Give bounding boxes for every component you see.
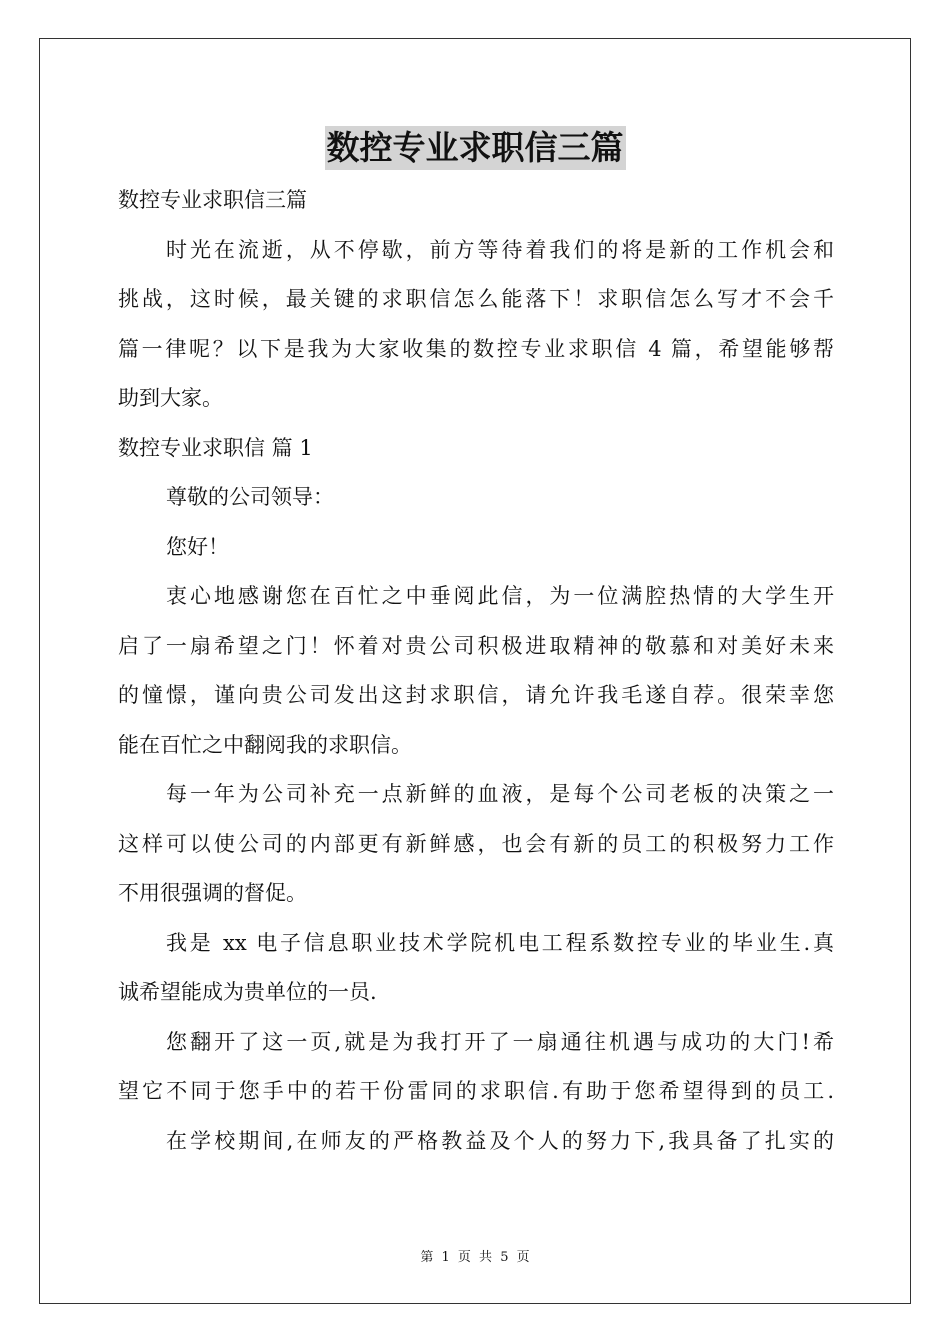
page-footer: 第 1 页 共 5 页 <box>420 1250 530 1265</box>
text-line: 您好！ <box>166 534 229 559</box>
text-line: 望它不同于您手中的若干份雷同的求职信.有助于您希望得到的员工. <box>118 1079 834 1103</box>
document-title: 数控专业求职信三篇 <box>325 126 626 170</box>
text-line: 启了一扇希望之门！怀着对贵公司积极进取精神的敬慕和对美好未来 <box>118 633 834 658</box>
text-line: 篇一律呢？以下是我为大家收集的数控专业求职信 4 篇，希望能够帮 <box>118 336 834 361</box>
text-line: 尊敬的公司领导： <box>166 485 334 509</box>
text-line: 衷心地感谢您在百忙之中垂阅此信，为一位满腔热情的大学生开 <box>166 584 834 608</box>
text-line: 在学校期间,在师友的严格教益及个人的努力下,我具备了扎实的 <box>166 1128 834 1153</box>
text-line: 时光在流逝，从不停歇，前方等待着我们的将是新的工作机会和 <box>166 237 834 262</box>
text-line: 您翻开了这一页,就是为我打开了一扇通往机遇与成功的大门!希 <box>166 1029 834 1054</box>
text-line: 能在百忙之中翻阅我的求职信。 <box>118 732 412 757</box>
text-line: 不用很强调的督促。 <box>118 881 307 905</box>
text-line: 诚希望能成为贵单位的一员. <box>118 980 377 1004</box>
text-line: 挑战，这时候，最关键的求职信怎么能落下！求职信怎么写才不会千 <box>118 287 834 311</box>
text-line: 数控专业求职信 篇 1 <box>118 435 313 460</box>
text-line: 数控专业求职信三篇 <box>118 188 307 212</box>
text-line: 每一年为公司补充一点新鲜的血液，是每个公司老板的决策之一 <box>166 782 834 806</box>
text-line: 这样可以使公司的内部更有新鲜感，也会有新的员工的积极努力工作 <box>118 831 834 856</box>
document-body <box>118 176 834 1166</box>
title-container <box>0 126 950 170</box>
text-line: 助到大家。 <box>118 386 223 410</box>
text-line: 我是 xx 电子信息职业技术学院机电工程系数控专业的毕业生.真 <box>166 930 834 955</box>
text-line: 的憧憬，谨向贵公司发出这封求职信，请允许我毛遂自荐。很荣幸您 <box>118 683 834 707</box>
